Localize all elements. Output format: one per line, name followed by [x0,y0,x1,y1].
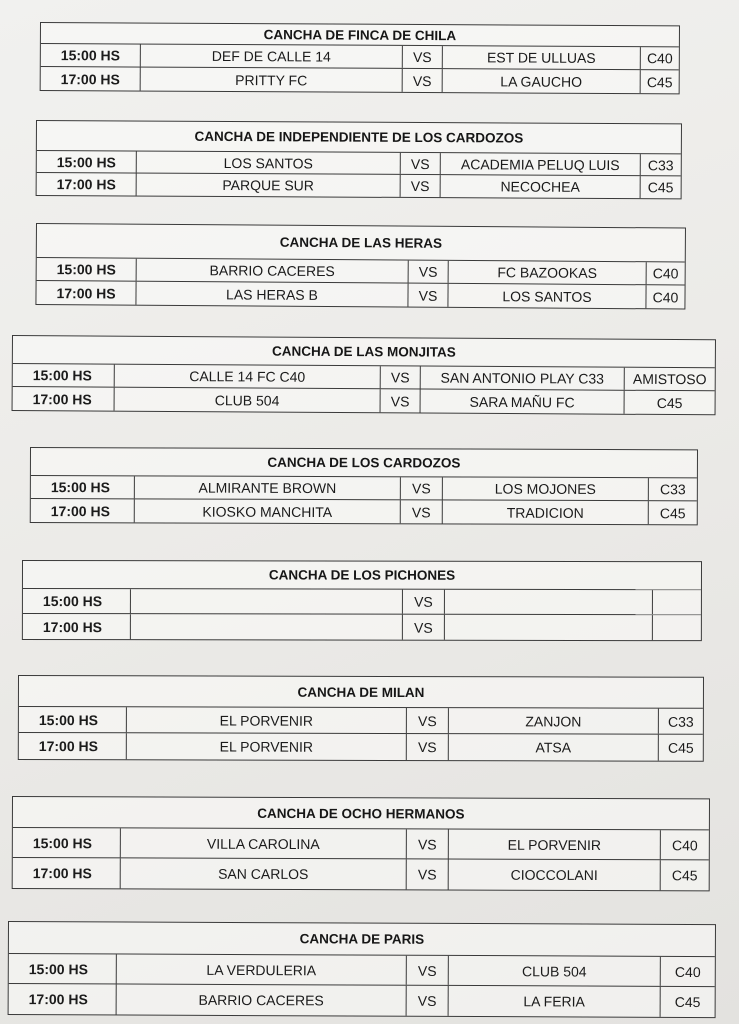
home-team: VILLA CAROLINA [121,828,407,858]
match-row [41,67,679,93]
versus-label: VS [409,261,449,283]
home-team: CALLE 14 FC C40 [115,365,381,389]
away-team: LA FERIA [449,986,661,1017]
home-team: CLUB 504 [115,388,381,413]
category-label: C40 [652,265,679,282]
versus-label: VS [403,615,445,640]
venue-table-finca-de-chila [40,22,680,94]
match-row [41,44,679,70]
venue-title: CANCHA DE OCHO HERMANOS [13,797,709,830]
home-team: PARQUE SUR [137,174,401,197]
away-team: NECOCHEA [441,175,641,198]
match-row [19,707,703,735]
home-team [131,589,403,613]
match-time: 17:00 HS [13,387,115,411]
away-team: LOS SANTOS [448,284,646,308]
category-label [653,615,701,640]
versus-label: VS [381,366,421,388]
category-label: C45 [671,867,698,884]
match-time: 15:00 HS [41,44,141,67]
away-team: SARA MAÑU FC [421,389,625,413]
match-time: 17:00 HS [19,733,127,759]
away-team: EL PORVENIR [449,830,661,860]
versus-label: VS [407,829,449,858]
venue-title: CANCHA DE PARIS [9,922,715,957]
versus-label: VS [401,477,443,499]
versus-label: VS [408,284,448,307]
versus-label: VS [407,986,449,1016]
venue-table-paris [8,921,716,1018]
match-time: 15:00 HS [37,151,137,173]
venue-title: CANCHA DE INDEPENDIENTE DE LOS CARDOZOS [37,121,681,154]
match-time: 17:00 HS [9,984,117,1014]
away-team: ZANJON [449,708,659,734]
match-time: 17:00 HS [37,173,137,196]
versus-label: VS [407,708,449,733]
home-team: EL PORVENIR [127,733,407,760]
category-label: C45 [674,993,701,1011]
match-row [9,954,715,987]
home-team: PRITTY FC [141,68,403,92]
away-team: TRADICION [443,500,649,524]
versus-label: VS [407,956,449,985]
venue-table-las-heras [35,223,686,310]
venue-table-las-monjitas [12,335,716,415]
versus-label: VS [407,859,449,889]
match-row [23,589,701,615]
home-team [131,614,403,639]
away-team: LOS MOJONES [443,477,649,500]
match-row [31,499,697,524]
home-team: LA VERDULERIA [117,954,407,984]
versus-label: VS [381,389,421,412]
venue-table-independiente-de-los-cardozos [36,120,682,199]
venue-table-los-pichones [22,560,702,641]
versus-label: VS [403,46,443,68]
match-time: 17:00 HS [23,614,131,639]
venue-table-los-cardozos [30,447,698,525]
match-time: 15:00 HS [13,828,121,857]
match-row [23,614,701,640]
venue-table-milan [18,675,704,762]
home-team: LAS HERAS B [136,282,408,307]
versus-label: VS [401,153,441,174]
away-team: EST DE ULLUAS [443,46,641,69]
home-team: ALMIRANTE BROWN [135,476,401,499]
match-row [13,858,709,890]
venue-title: CANCHA DE LAS HERAS [37,224,685,263]
away-team: ATSA [449,734,659,761]
away-team: CIOCCOLANI [449,860,661,891]
venue-title: CANCHA DE LOS PICHONES [23,561,701,590]
home-team: BARRIO CACERES [117,984,407,1015]
match-row [13,387,715,414]
category-label: C33 [668,713,694,730]
away-team [445,615,653,640]
category-label: C45 [659,504,686,521]
versus-label: VS [401,500,443,523]
venue-title: CANCHA DE MILAN [19,676,703,709]
match-time: 15:00 HS [13,364,115,387]
venue-table-ocho-hermanos [12,796,710,891]
home-team: BARRIO CACERES [137,259,409,283]
away-team: CLUB 504 [449,956,661,986]
match-time: 15:00 HS [19,707,127,732]
category-label [653,590,701,614]
category-label: C40 [671,836,698,853]
match-time: 17:00 HS [31,499,135,522]
category-label: C45 [667,739,694,756]
home-team: LOS SANTOS [137,152,401,174]
match-row [13,828,709,860]
versus-label: VS [403,590,445,614]
category-label: AMISTOSO [632,370,707,388]
versus-label: VS [401,175,441,197]
match-row [31,476,697,501]
match-time: 15:00 HS [37,258,137,281]
match-time: 15:00 HS [23,589,131,613]
category-label: C40 [674,963,701,980]
category-label: C45 [647,179,674,196]
match-time: 17:00 HS [41,67,141,91]
versus-label: VS [407,734,449,760]
match-row [9,984,715,1017]
match-time: 15:00 HS [31,476,135,498]
versus-label: VS [403,69,443,92]
home-team: DEF DE CALLE 14 [141,45,403,68]
category-label: C40 [652,288,679,305]
away-team: SAN ANTONIO PLAY C33 [421,366,625,389]
home-team: KIOSKO MANCHITA [135,499,401,523]
venue-title: CANCHA DE LOS CARDOZOS [31,448,697,478]
match-row [36,281,684,309]
away-team: ACADEMIA PELUQ LUIS [441,153,641,175]
category-label: C33 [647,156,674,173]
match-time: 17:00 HS [36,281,136,305]
match-time: 15:00 HS [9,954,117,983]
category-label: C45 [646,73,673,90]
away-team: FC BAZOOKAS [449,261,647,284]
category-label: C33 [659,481,686,498]
home-team: SAN CARLOS [121,858,407,889]
venue-title: CANCHA DE FINCA DE CHILA [41,23,679,47]
away-team: LA GAUCHO [443,69,641,93]
away-team [445,590,653,614]
match-row [37,173,681,198]
venue-title: CANCHA DE LAS MONJITAS [13,336,715,368]
category-label: C45 [656,394,683,411]
home-team: EL PORVENIR [127,707,407,733]
category-label: C40 [646,50,673,67]
match-row [19,733,703,761]
match-time: 17:00 HS [13,858,121,888]
